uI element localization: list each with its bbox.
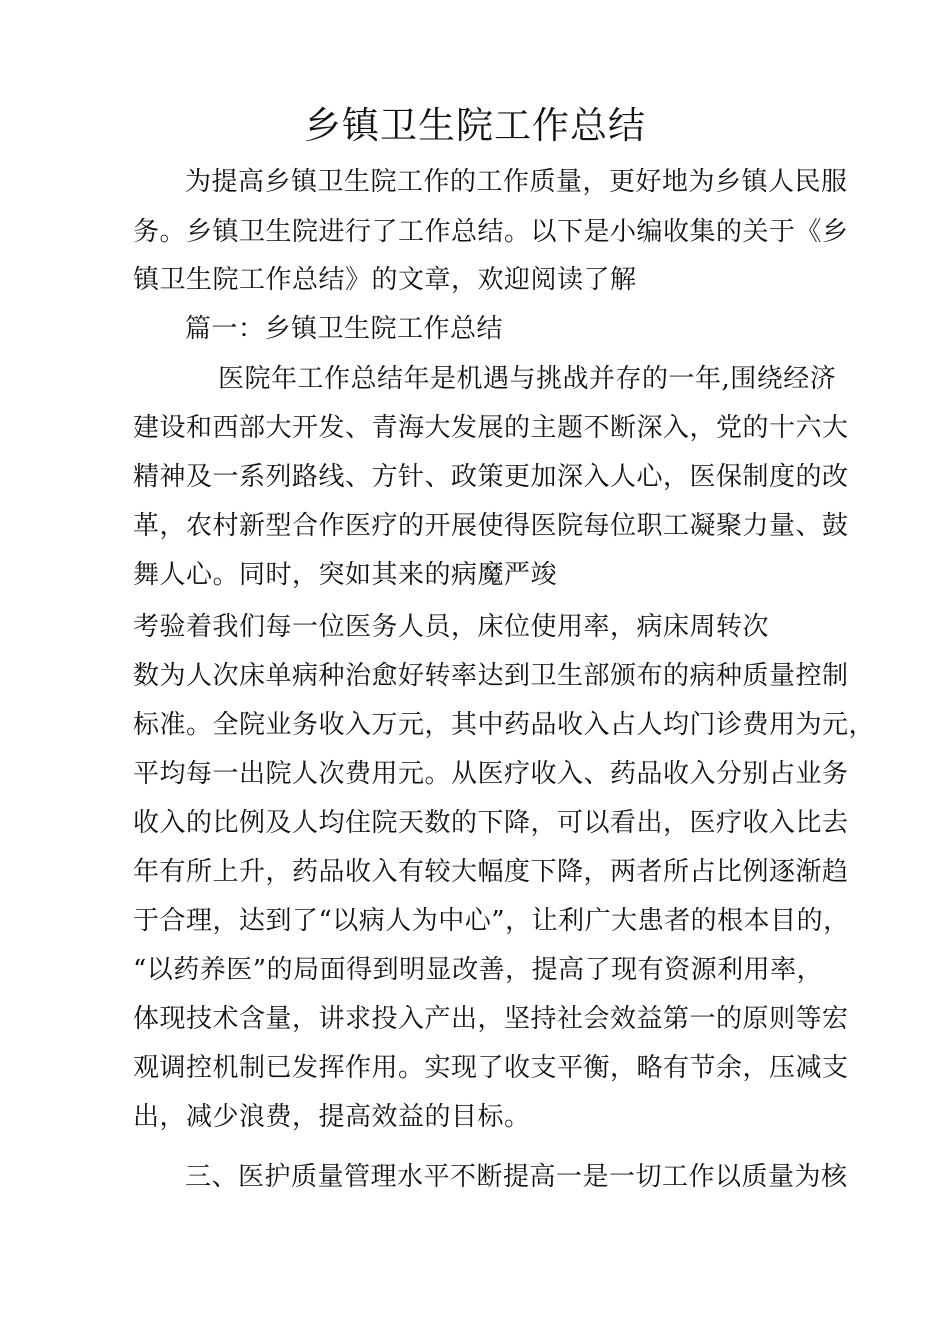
paragraph-line-1: 为提高乡镇卫生院工作的工作质量，更好地为乡镇人民服 [185,167,848,197]
paragraph-line-18: 体现技术含量，讲求投入产出，坚持社会效益第一的原则等宏 [133,1004,849,1034]
paragraph-line-11: 数为人次床单病种治愈好转率达到卫生部颁布的病种质量控制 [133,661,849,691]
paragraph-line-9: 舞人心。同时，突如其来的病魔严竣 [133,560,558,590]
paragraph-line-17: “以药养医”的局面得到明显改善，提高了现有资源利用率， [133,955,824,985]
paragraph-line-19: 观调控机制已发挥作用。实现了收支平衡，略有节余，压减支 [133,1053,849,1083]
section-heading-1: 篇一：乡镇卫生院工作总结 [185,314,504,344]
paragraph-line-10: 考验着我们每一位医务人员，床位使用率，病床周转次 [133,612,770,642]
paragraph-line-3: 镇卫生院工作总结》的文章，欢迎阅读了解 [133,265,637,295]
section-heading-2: 三、医护质量管理水平不断提高一是一切工作以质量为核 [185,1162,848,1192]
paragraph-line-14: 收入的比例及人均住院天数的下降，可以看出，医疗收入比去 [133,808,849,838]
paragraph-line-7: 精神及一系列路线、方针、政策更加深入人心，医保制度的改 [133,462,849,492]
paragraph-line-5: 医院年工作总结年是机遇与挑战并存的一年,围绕经济 [218,364,837,394]
paragraph-line-20: 出，减少浪费，提高效益的目标。 [133,1102,531,1132]
paragraph-line-16: 于合理，达到了“以病人为中心”，让利广大患者的根本目的， [133,906,850,936]
paragraph-line-12: 标准。全院业务收入万元，其中药品收入占人均门诊费用为元， [133,710,876,740]
paragraph-line-13: 平均每一出院人次费用元。从医疗收入、药品收入分别占业务 [133,759,849,789]
paragraph-line-2: 务。乡镇卫生院进行了工作总结。以下是小编收集的关于《乡 [133,217,849,247]
paragraph-line-6: 建设和西部大开发、青海大发展的主题不断深入，党的十六大 [133,413,849,443]
paragraph-line-8: 革，农村新型合作医疗的开展使得医院每位职工凝聚力量、鼓 [133,511,849,541]
paragraph-line-15: 年有所上升，药品收入有较大幅度下降，两者所占比例逐渐趋 [133,857,849,887]
document-title: 乡镇卫生院工作总结 [304,104,646,147]
